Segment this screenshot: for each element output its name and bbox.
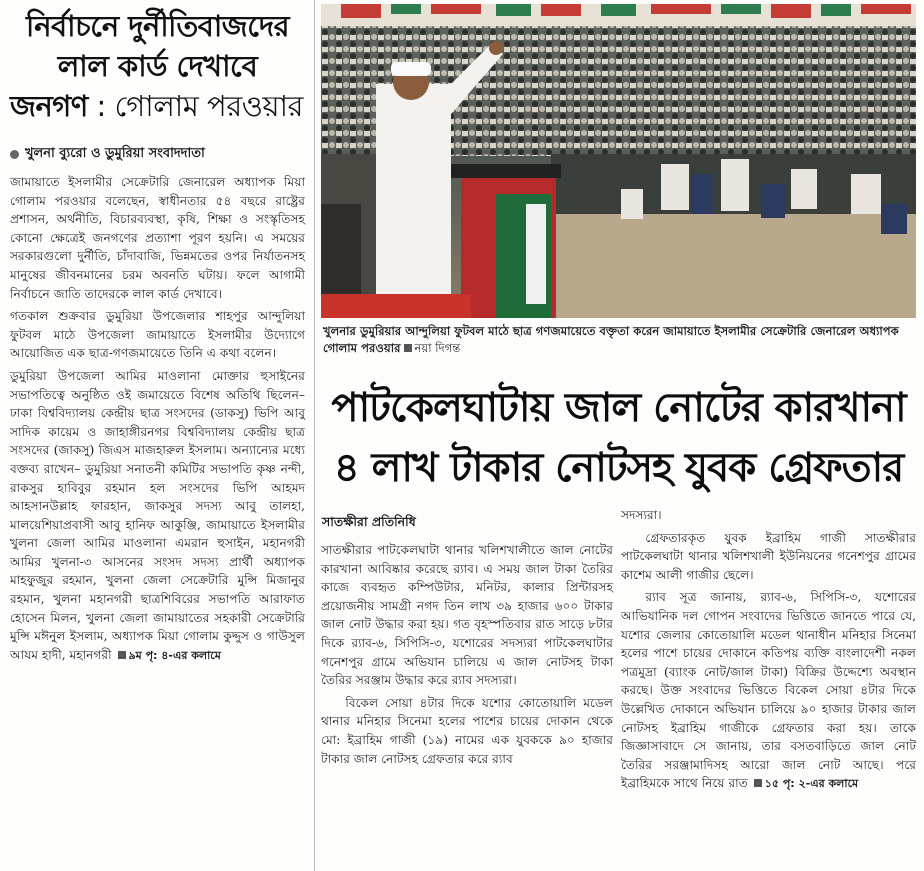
- story2-paragraph: সদস্যরা।: [621, 508, 662, 522]
- rally-photo-image: [321, 4, 916, 318]
- story1-paragraph: গতকাল শুক্রবার ডুমুরিয়া উপজেলার শাহপুর আন্দুলিয়া ফুটবল মাঠে উপজেলা জামায়াতে ইসলামীর উদ্যোগে আয়োজিত এক ছাত্র-গণজমায়েতে তিনি এ কথা বলেন।: [10, 309, 305, 361]
- story1-jump-text: ৯ম পৃ: ৪-এর কলামে: [128, 648, 221, 662]
- story1-column: [10, 6, 305, 665]
- story1-headline-line2: লাল কার্ড দেখাবে: [57, 49, 258, 83]
- square-bullet-icon: [404, 344, 412, 352]
- square-bullet-icon: [118, 651, 126, 659]
- story2-headline[interactable]: [321, 378, 916, 498]
- story2-jump-link[interactable]: [752, 777, 858, 790]
- story1-paragraph: [10, 367, 305, 666]
- story1-body: [10, 173, 305, 665]
- photo-caption-text: খুলনার ডুমুরিয়ার আন্দুলিয়া ফুটবল মাঠে ছাত্র গণজমায়েতে বক্তৃতা করেন জামায়াতে ইসলামীর সেক্রেটারি জেনারেল অধ্যাপক গোলাম পরওয়ার: [323, 324, 899, 355]
- story2-headline-line1: পাটকেলঘাটায় জাল নোটের কারখানা: [331, 385, 906, 431]
- story2-column-2: [621, 506, 916, 794]
- story1-headline-line1: নির্বাচনে দুর্নীতিবাজদের: [25, 9, 290, 43]
- story2-byline: সাতক্ষীরা প্রতিনিধি: [322, 514, 416, 529]
- story1-paragraph-text: ডুমুরিয়া উপজেলা আমির মাওলানা মোক্তার হুসাইনের সভাপতিত্বে অনুষ্ঠিত ওই জমায়েতে বিশেষ অতিথি ছিলেন– ঢাকা বিশ্ববিদ্যালয় কেন্দ্রীয় ছাত্র সংসদের (ডাকসু) ভিপি আবু সাদিক কায়েম ও জাহাঙ্গীরনগর বিশ্ববিদ্যালয় কেন্দ্রীয় ছাত্র সংসদের (জাকসু) জিএস মাজহারুল ইসলাম। অন্যান্যের মধ্যে বক্তব্য রাখেন– ডুমুরিয়া সনাতনী কমিটির সভাপতি কৃষ্ণ নন্দী, রাকসুর হাবিবুর রহমান হল সংসদের ভিপি আহমদ আহসানউল্লাহ ফারহান, জাকসুর সদস্য আবু তালহা, মালয়েশিয়াপ্রবাসী আবু হানিফ আকুঞ্জি, জামায়াতে ইসলামীর খুলনা জেলা আমির মাওলানা এমরান হুসাইন, মহানগরী আমির খুলনা-৩ আসনের সংসদ সদস্য প্রার্থী অধ্যাপক মাহফুজুর রহমান, খুলনা জেলা সেক্রেটারি মুন্সি মিজানুর রহমান, খুলনা মহানগরী ছাত্রশিবিরের সভাপতি আরাফাত হোসেন মিলন, খুলনা জেলা জামায়াতের সহকারী সেক্রেটারি মুন্সি মঈনুল ইসলাম, অধ্যাপক মিয়া গোলাম কুদ্দুস ও গাউসুল আযম হাদী, মহানগরী: [10, 368, 305, 662]
- story1-byline-text: খুলনা ব্যুরো ও ডুমুরিয়া সংবাদদাতা: [25, 146, 205, 161]
- column-divider: [314, 0, 315, 871]
- story2-paragraph: সাতক্ষীরার পাটকেলঘাটা থানার খলিশখালীতে জাল নোটের কারখানা আবিষ্কার করেছে র‌্যাব। এ সময় জাল টাকা তৈরির কাজে ব্যবহৃত কম্পিউটার, মনিটর, কালার প্রিন্টারসহ প্রয়োজনীয় সামগ্রী নগদ তিন লাখ ৩৯ হাজার ৬০০ টাকার জাল নোট উদ্ধার করা হয়। গত বৃহস্পতিবার রাত সাড়ে ৮টার দিকে র‌্যাব-৬, সিপিসি-৩, যশোরের সদস্যরা পাটকেলঘাটার গনেশপুর গ্রামে অভিযান চালিয়ে এ জাল নোটসহ টাকা তৈরির সরঞ্জাম উদ্ধার করে র‌্যাব সদস্যরা।: [321, 543, 613, 688]
- story2-paragraph: গ্রেফতারকৃত যুবক ইব্রাহিম গাজী সাতক্ষীরার পাটকেলঘাটা থানার খলিশখালী ইউনিয়নের গনেশপুর গ্রামের কাশেম আলী গাজীর ছেলে।: [621, 530, 916, 582]
- story2-paragraph: বিকেল সোয়া ৪টার দিকে যশোর কোতোয়ালি মডেল থানার মনিহার সিনেমা হলের পাশের চায়ের দোকান থেকে মো: ইব্রাহিম গাজী (১৯) নামের এক যুবককে ৯০ হাজার টাকার জাল নোটসহ গ্রেফতার করে র‌্যাব: [321, 695, 613, 766]
- story2-jump-text: ১৫ পৃ: ২-এর কলামে: [764, 777, 859, 791]
- story2-body-col1: [321, 541, 613, 768]
- bullet-icon: [10, 150, 19, 159]
- story1-headline[interactable]: [10, 6, 305, 126]
- story2-headline-line2: ৪ লাখ টাকার নোটসহ যুবক গ্রেফতার: [333, 445, 904, 491]
- story1-paragraph: জামায়াতে ইসলামীর সেক্রেটারি জেনারেল অধ্যাপক মিয়া গোলাম পরওয়ার বলেছেন, স্বাধীনতার ৫৪ বছরে রাষ্ট্রের প্রশাসন, অর্থনীতি, বিচারব্যবস্থা, কৃষি, শিক্ষা ও সংস্কৃতিসহ কোনো ক্ষেত্রেই জনগণের প্রত্যাশা পূরণ হয়নি। এ সময়ের সরকারগুলো দুর্নীতি, চাঁদাবাজি, ভিন্নমতের ওপর নির্যাতনসহ মানুষের জীবনমানের চরম অবনতি ঘটায়। ফলে আগামী নির্বাচনে জাতি তাদেরকে লাল কার্ড দেখাবে।: [10, 175, 305, 301]
- story2-body-col2: [621, 506, 916, 794]
- rally-photo[interactable]: [321, 4, 916, 318]
- story2-column-1: [321, 541, 613, 768]
- story1-headline-rest: : গোলাম পরওয়ার: [87, 89, 303, 123]
- story1-byline: [10, 144, 305, 165]
- story1-headline-line3: [10, 86, 305, 126]
- story1-jump-link[interactable]: [116, 649, 221, 662]
- story2-paragraph: [621, 588, 916, 794]
- story2-paragraph-text: র‌্যাব সূত্র জানায়, র‌্যাব-৬, সিপিসি-৩, যশোরের আভিযানিক দল গোপন সংবাদের ভিত্তিতে জানতে পারে যে, যশোর জেলার কোতোয়ালি মডেল থানাধীন মনিহার সিনেমা হলের পাশে চায়ের দোকানে কতিপয় ব্যক্তি বাংলাদেশী নকল পত্রমুদ্রা (ব্যাংক নোট/জাল টাকা) বিক্রির উদ্দেশ্যে অবস্থান করছে। উক্ত সংবাদের ভিত্তিতে বিকেল সোয়া ৪টার দিকে উল্লেখিত দোকানে অভিযান চালিয়ে ৯০ হাজার টাকার জাল নোটসহ ইব্রাহিম গাজীকে গ্রেফতার করা হয়। তাকে জিজ্ঞাসাবাদে সে জানায়, তার বসতবাড়িতে জাল নোট তৈরির সরঞ্জামাদিসহ আরো জাল নোট আছে। পরে ইব্রাহিমকে সাথে নিয়ে রাত: [621, 590, 916, 791]
- photo-caption: [323, 323, 916, 357]
- photo-credit: নয়া দিগন্ত: [414, 341, 461, 355]
- square-bullet-icon: [754, 779, 762, 787]
- story1-headline-bold: জনগণ: [10, 89, 88, 123]
